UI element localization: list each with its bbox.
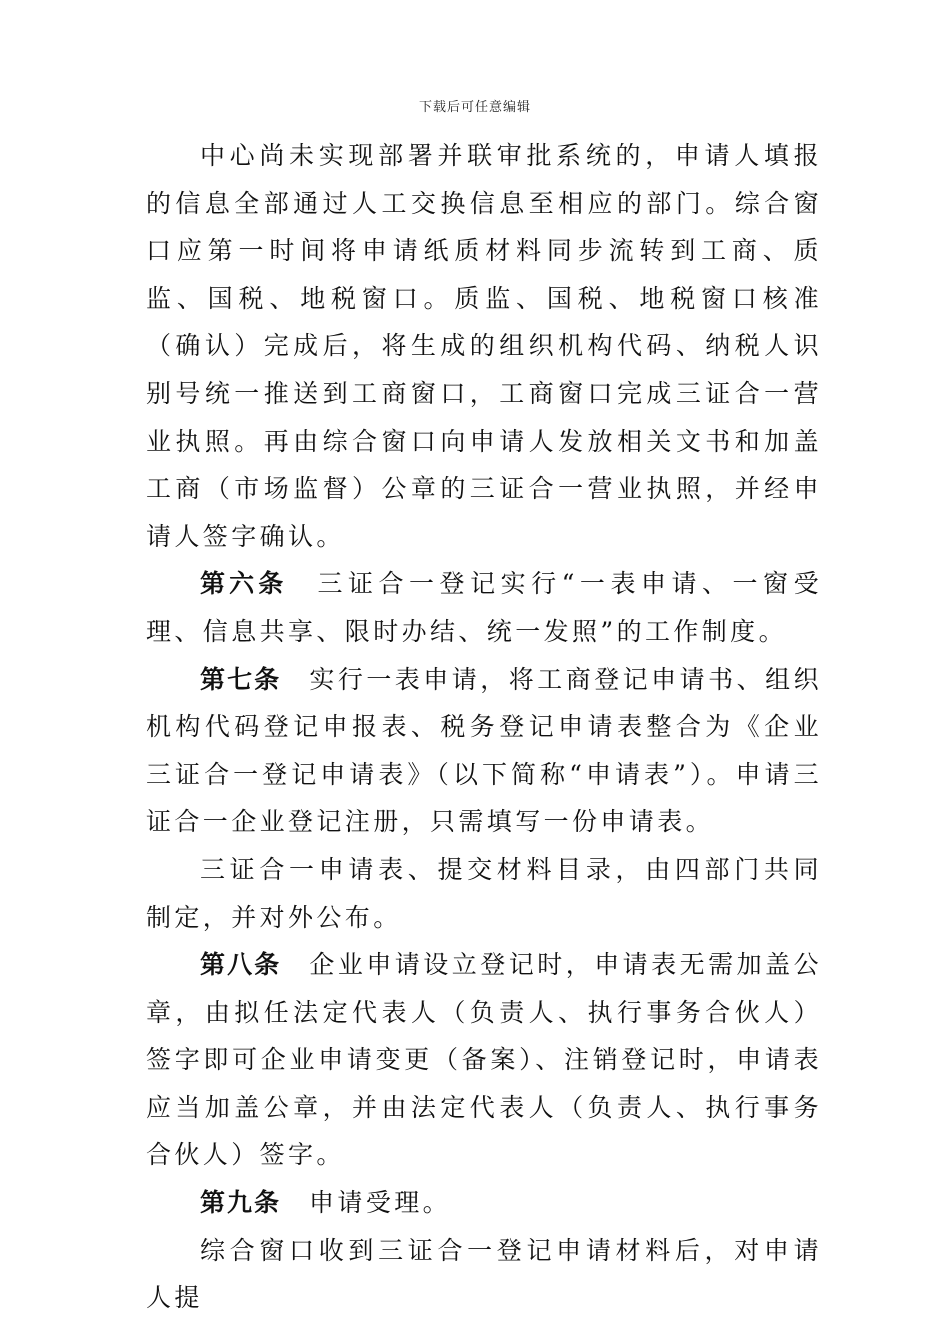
article-9 xyxy=(146,1179,822,1227)
paragraph-text: 三证合一申请表、提交材料目录，由四部门共同制定，并对外公布。 xyxy=(146,854,822,932)
article-8 xyxy=(146,941,822,1179)
paragraph-1 xyxy=(146,132,822,560)
article-text: 实行一表申请，将工商登记申请书、组织机构代码登记申报表、税务登记申请表整合为《企业三证合一登记申请表》（以下简称“申请表”）。申请三证合一企业登记注册，只需填写一份申请表。 xyxy=(146,664,822,837)
article-text: 三证合一登记实行“一表申请、一窗受理、信息共享、限时办结、统一发照”的工作制度。 xyxy=(146,569,822,646)
page-header: 下载后可任意编辑 xyxy=(418,100,531,115)
article-title: 第九条 xyxy=(200,1188,282,1218)
article-title: 第七条 xyxy=(200,664,282,694)
article-text: 企业申请设立登记时，申请表无需加盖公章，由拟任法定代表人（负责人、执行事务合伙人）签字即可企业申请变更（备案）、注销登记时，申请表应当加盖公章，并由法定代表人（负责人、执行事务合伙人）签字。 xyxy=(146,950,822,1170)
document-body xyxy=(146,132,822,1322)
article-7 xyxy=(146,656,822,846)
article-title: 第六条 xyxy=(200,569,288,599)
paragraph-7 xyxy=(146,1227,822,1322)
paragraph-text: 综合窗口收到三证合一登记申请材料后，对申请人提 xyxy=(146,1235,822,1313)
article-title: 第八条 xyxy=(200,950,282,980)
paragraph-4 xyxy=(146,846,822,941)
paragraph-text: 中心尚未实现部署并联审批系统的，申请人填报的信息全部通过人工交换信息至相应的部门。综合窗口应第一时间将申请纸质材料同步流转到工商、质监、国税、地税窗口。质监、国税、地税窗口核准（确认）完成后，将生成的组织机构代码、纳税人识别号统一推送到工商窗口，工商窗口完成三证合一营业执照。再由综合窗口向申请人发放相关文书和加盖工商（市场监督）公章的三证合一营业执照，并经申请人签字确认。 xyxy=(146,141,822,551)
article-text: 申请受理。 xyxy=(309,1188,452,1218)
article-6 xyxy=(146,560,822,655)
